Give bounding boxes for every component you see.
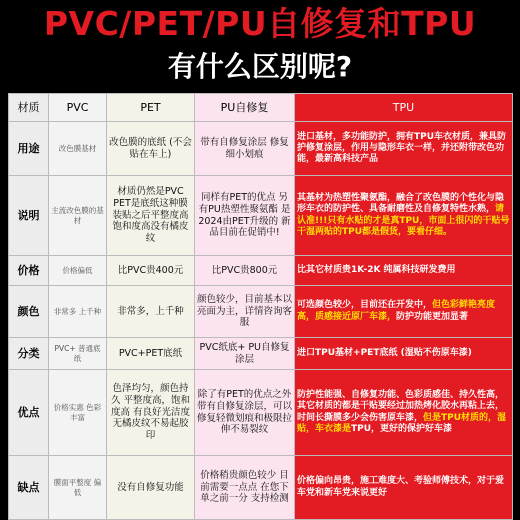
- tpu-tail: 防护功能更加显著: [396, 311, 469, 322]
- cell-pvc: PVC+ 普通底纸: [49, 338, 107, 370]
- tpu-tail: TPU，更好的保护好车漆: [351, 423, 453, 434]
- cell-pet: 非常多，上千种: [107, 286, 195, 338]
- cell-tpu: [295, 176, 513, 256]
- header-pvc: PVC: [49, 94, 107, 122]
- row-advantages: [9, 370, 513, 456]
- header-pet: PET: [107, 94, 195, 122]
- comparison-table: [8, 93, 513, 520]
- cell-tpu: [295, 286, 513, 338]
- cell-pu: PVC纸底+ PU自修复涂层: [195, 338, 295, 370]
- row-label: 颜色: [9, 286, 49, 338]
- header-material: 材质: [9, 94, 49, 122]
- cell-pvc: 价格偏低: [49, 256, 107, 286]
- header-tpu: TPU: [295, 94, 513, 122]
- cell-tpu: 进口TPU基材+PET底纸 (湿贴不伤原车漆): [295, 338, 513, 370]
- cell-pet: 材质仍然是PVC PET是底纸这种膜 装贴之后平整度高 饱和度高没有橘皮纹: [107, 176, 195, 256]
- title-line1: PVC/PET/PU自修复和TPU: [43, 4, 477, 43]
- row-description: [9, 176, 513, 256]
- cell-pu: 同样有PET的优点 另有PU热塑性聚氨酯 是2024由PET升级的 新品目前在促销中!: [195, 176, 295, 256]
- cell-tpu: 进口基材，多功能防护，拥有TPU车衣材质，兼具防护修复涂层，作用与隐形车衣一样，并还附带改色功能，最新高科技产品: [295, 122, 513, 176]
- header-pu: PU自修复: [195, 94, 295, 122]
- cell-tpu: 价格偏向昂贵，施工难度大、考验师傅技术，对于爱车党和新车党来说更好: [295, 456, 513, 520]
- cell-pet: 改色膜的底纸 (不会贴在车上): [107, 122, 195, 176]
- cell-tpu: [295, 370, 513, 456]
- row-disadvantages: [9, 456, 513, 520]
- row-label: 价格: [9, 256, 49, 286]
- cell-pu: 颜色较少，目前基本以亮面为主，详情咨询客服: [195, 286, 295, 338]
- cell-pet: 色泽均匀，颜色持久 平整度高，饱和度高 有良好光洁度 无橘皮纹不易起胶印: [107, 370, 195, 456]
- row-label: 优点: [9, 370, 49, 456]
- header-row: [9, 94, 513, 122]
- title-line2: 有什么区别呢?: [167, 50, 353, 83]
- row-color: [9, 286, 513, 338]
- row-category: [9, 338, 513, 370]
- cell-pu: 除了有PET的优点之外 带有自修复涂层，可以修复轻微划痕和极限拉伸不易裂纹: [195, 370, 295, 456]
- tpu-highlight: 但是TPU材质的，湿贴，车衣漆是: [297, 412, 507, 434]
- cell-pvc: 价格实惠 色彩丰富: [49, 370, 107, 456]
- cell-pet: PVC+PET底纸: [107, 338, 195, 370]
- tpu-text: 可选颜色较少，目前还在开发中，: [297, 300, 433, 311]
- cell-pu: 带有自修复涂层 修复细小划痕: [195, 122, 295, 176]
- cell-pu: 比PVC贵800元: [195, 256, 295, 286]
- row-label: 缺点: [9, 456, 49, 520]
- cell-pvc: 非常多 上千种: [49, 286, 107, 338]
- cell-pet: 比PVC贵400元: [107, 256, 195, 286]
- tpu-text: 防护性能强、自修复功能、色彩质感佳、持久性高，其它材质的都是干贴要经过加热烤化胶水再粘上去，时间长撕膜多少会伤害原车漆，: [297, 390, 505, 423]
- cell-pvc: 改色膜基材: [49, 122, 107, 176]
- row-label: 说明: [9, 176, 49, 256]
- cell-pvc: 膜面平整度 偏低: [49, 456, 107, 520]
- row-label: 用途: [9, 122, 49, 176]
- row-price: [9, 256, 513, 286]
- tpu-highlight: 请认准!!!只有水贴的才是真TPU，市面上很闪的干贴号干湿两贴的TPU都是假货，要看仔细。: [297, 204, 510, 237]
- tpu-highlight: 但色彩鲜艳亮度高，质感接近原厂车漆，: [297, 300, 496, 322]
- cell-pet: 没有自修复功能: [107, 456, 195, 520]
- cell-pu: 价格稍贵颜色较少 目前需要一点点 在您下单之前一分 支持检测: [195, 456, 295, 520]
- row-label: 分类: [9, 338, 49, 370]
- cell-pvc: 主流改色膜的基材: [49, 176, 107, 256]
- row-usage: [9, 122, 513, 176]
- tpu-text: 其基材为热塑性聚氨酯，融合了改色膜的个性化与隐形车衣的防护性、具备耐磨性及自修复特性水熟，: [297, 193, 505, 215]
- cell-tpu: 比其它材质贵1K-2K 纯属科技研发费用: [295, 256, 513, 286]
